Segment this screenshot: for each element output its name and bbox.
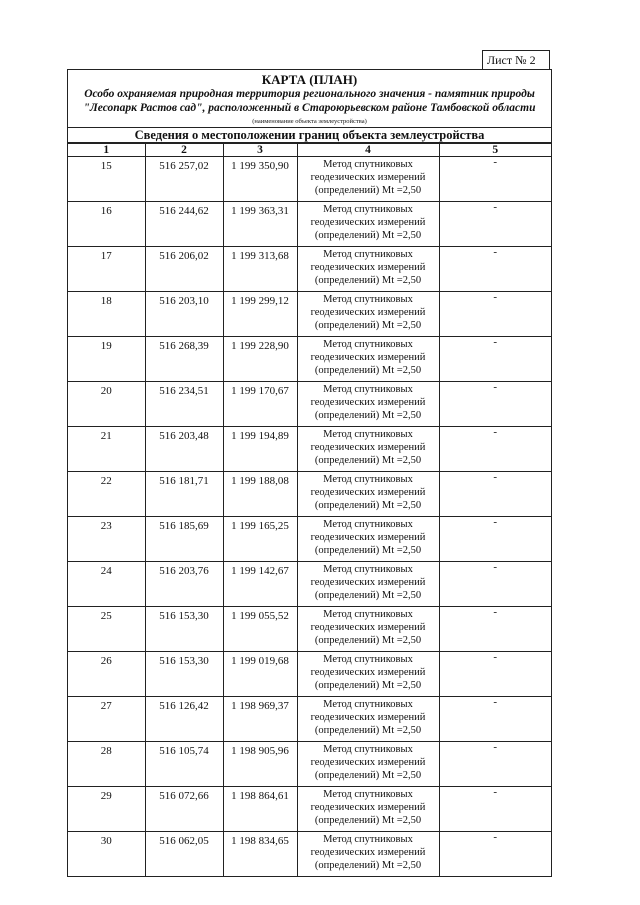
method-line: Метод спутниковых bbox=[323, 564, 413, 575]
method-line: Метод спутниковых bbox=[323, 204, 413, 215]
coordinate-x: 516 244,62 bbox=[145, 202, 223, 247]
note-cell: - bbox=[439, 697, 551, 742]
point-number: 16 bbox=[68, 202, 145, 247]
coordinate-x: 516 062,05 bbox=[145, 832, 223, 877]
method-line: Метод спутниковых bbox=[323, 339, 413, 350]
point-number: 21 bbox=[68, 427, 145, 472]
method-description bbox=[297, 157, 439, 202]
method-line: геодезических измерений bbox=[310, 712, 426, 723]
note-cell: - bbox=[439, 292, 551, 337]
note-cell: - bbox=[439, 157, 551, 202]
method-line: Метод спутниковых bbox=[323, 834, 413, 845]
point-number: 24 bbox=[68, 562, 145, 607]
method-line: геодезических измерений bbox=[310, 217, 426, 228]
point-number: 28 bbox=[68, 742, 145, 787]
table-row bbox=[68, 832, 551, 877]
note-cell: - bbox=[439, 337, 551, 382]
method-line: Метод спутниковых bbox=[323, 789, 413, 800]
coordinate-y: 1 198 905,96 bbox=[223, 742, 297, 787]
method-line: геодезических измерений bbox=[310, 352, 426, 363]
table-row bbox=[68, 652, 551, 697]
note-cell: - bbox=[439, 607, 551, 652]
method-line: Метод спутниковых bbox=[323, 609, 413, 620]
table-row bbox=[68, 247, 551, 292]
table-row bbox=[68, 562, 551, 607]
point-number: 27 bbox=[68, 697, 145, 742]
point-number: 15 bbox=[68, 157, 145, 202]
method-line: (определений) Mt =2,50 bbox=[314, 185, 422, 196]
column-header: 2 bbox=[145, 144, 223, 157]
note-cell: - bbox=[439, 427, 551, 472]
column-header: 1 bbox=[68, 144, 145, 157]
method-line: (определений) Mt =2,50 bbox=[314, 590, 422, 601]
note-cell: - bbox=[439, 787, 551, 832]
column-header: 5 bbox=[439, 144, 551, 157]
document-frame bbox=[67, 69, 552, 877]
note-cell: - bbox=[439, 247, 551, 292]
table-row bbox=[68, 472, 551, 517]
coordinate-x: 516 181,71 bbox=[145, 472, 223, 517]
coordinate-y: 1 199 313,68 bbox=[223, 247, 297, 292]
note-cell: - bbox=[439, 832, 551, 877]
document-header bbox=[68, 70, 551, 128]
table-row bbox=[68, 742, 551, 787]
method-line: (определений) Mt =2,50 bbox=[314, 455, 422, 466]
table-row bbox=[68, 292, 551, 337]
note-cell: - bbox=[439, 742, 551, 787]
method-description bbox=[297, 202, 439, 247]
method-line: (определений) Mt =2,50 bbox=[314, 230, 422, 241]
coordinate-y: 1 199 194,89 bbox=[223, 427, 297, 472]
method-line: Метод спутниковых bbox=[323, 249, 413, 260]
section-title: Сведения о местоположении границ объекта землеустройства bbox=[68, 128, 551, 143]
table-row bbox=[68, 517, 551, 562]
method-line: геодезических измерений bbox=[310, 487, 426, 498]
method-line: геодезических измерений bbox=[310, 847, 426, 858]
coordinate-y: 1 199 350,90 bbox=[223, 157, 297, 202]
point-number: 22 bbox=[68, 472, 145, 517]
method-description bbox=[297, 697, 439, 742]
note-cell: - bbox=[439, 562, 551, 607]
table-row bbox=[68, 427, 551, 472]
method-line: Метод спутниковых bbox=[323, 474, 413, 485]
coordinate-y: 1 199 188,08 bbox=[223, 472, 297, 517]
method-description bbox=[297, 787, 439, 832]
method-line: (определений) Mt =2,50 bbox=[314, 365, 422, 376]
method-line: геодезических измерений bbox=[310, 802, 426, 813]
coordinate-y: 1 198 834,65 bbox=[223, 832, 297, 877]
point-number: 20 bbox=[68, 382, 145, 427]
method-line: (определений) Mt =2,50 bbox=[314, 320, 422, 331]
coordinate-y: 1 198 969,37 bbox=[223, 697, 297, 742]
table-row bbox=[68, 202, 551, 247]
method-description bbox=[297, 652, 439, 697]
note-cell: - bbox=[439, 472, 551, 517]
method-line: (определений) Mt =2,50 bbox=[314, 500, 422, 511]
method-description bbox=[297, 337, 439, 382]
method-line: (определений) Mt =2,50 bbox=[314, 410, 422, 421]
point-number: 17 bbox=[68, 247, 145, 292]
note-cell: - bbox=[439, 202, 551, 247]
method-line: Метод спутниковых bbox=[323, 699, 413, 710]
method-description bbox=[297, 832, 439, 877]
coordinate-x: 516 234,51 bbox=[145, 382, 223, 427]
method-line: геодезических измерений bbox=[310, 577, 426, 588]
coordinate-y: 1 199 170,67 bbox=[223, 382, 297, 427]
method-line: (определений) Mt =2,50 bbox=[314, 635, 422, 646]
document-subtitle: Особо охраняемая природная территория регионального значения - памятник природы "Лесопарк Растов сад", расположенный в Староюрьевском районе Тамбовской области bbox=[83, 88, 536, 114]
method-line: геодезических измерений bbox=[310, 307, 426, 318]
point-number: 29 bbox=[68, 787, 145, 832]
method-line: геодезических измерений bbox=[310, 532, 426, 543]
method-line: геодезических измерений bbox=[310, 397, 426, 408]
note-cell: - bbox=[439, 652, 551, 697]
coordinate-y: 1 199 165,25 bbox=[223, 517, 297, 562]
coordinate-y: 1 199 055,52 bbox=[223, 607, 297, 652]
method-line: Метод спутниковых bbox=[323, 384, 413, 395]
point-number: 23 bbox=[68, 517, 145, 562]
method-line: геодезических измерений bbox=[310, 262, 426, 273]
method-line: Метод спутниковых bbox=[323, 519, 413, 530]
coordinate-x: 516 257,02 bbox=[145, 157, 223, 202]
note-cell: - bbox=[439, 382, 551, 427]
coordinate-x: 516 153,30 bbox=[145, 607, 223, 652]
method-description bbox=[297, 292, 439, 337]
object-caption: (наименование объекта землеустройства) bbox=[252, 118, 367, 125]
note-cell: - bbox=[439, 517, 551, 562]
coordinate-y: 1 199 019,68 bbox=[223, 652, 297, 697]
method-line: Метод спутниковых bbox=[323, 294, 413, 305]
method-line: Метод спутниковых bbox=[323, 654, 413, 665]
table-row bbox=[68, 697, 551, 742]
coordinate-x: 516 126,42 bbox=[145, 697, 223, 742]
column-header-row bbox=[68, 144, 551, 157]
column-header: 3 bbox=[223, 144, 297, 157]
method-line: Метод спутниковых bbox=[323, 159, 413, 170]
point-number: 26 bbox=[68, 652, 145, 697]
method-description bbox=[297, 562, 439, 607]
method-line: (определений) Mt =2,50 bbox=[314, 815, 422, 826]
coordinate-y: 1 199 363,31 bbox=[223, 202, 297, 247]
point-number: 18 bbox=[68, 292, 145, 337]
method-line: геодезических измерений bbox=[310, 667, 426, 678]
method-description bbox=[297, 427, 439, 472]
column-header: 4 bbox=[297, 144, 439, 157]
coordinate-x: 516 203,76 bbox=[145, 562, 223, 607]
table-row bbox=[68, 157, 551, 202]
coordinate-x: 516 203,10 bbox=[145, 292, 223, 337]
method-line: (определений) Mt =2,50 bbox=[314, 545, 422, 556]
method-description bbox=[297, 247, 439, 292]
point-number: 30 bbox=[68, 832, 145, 877]
method-line: геодезических измерений bbox=[310, 757, 426, 768]
method-line: геодезических измерений bbox=[310, 622, 426, 633]
coordinate-y: 1 198 864,61 bbox=[223, 787, 297, 832]
method-line: (определений) Mt =2,50 bbox=[314, 275, 422, 286]
coordinate-x: 516 203,48 bbox=[145, 427, 223, 472]
method-description bbox=[297, 742, 439, 787]
coordinate-x: 516 268,39 bbox=[145, 337, 223, 382]
table-row bbox=[68, 337, 551, 382]
method-line: (определений) Mt =2,50 bbox=[314, 770, 422, 781]
sheet-number: Лист № 2 bbox=[482, 50, 550, 70]
method-line: геодезических измерений bbox=[310, 442, 426, 453]
coordinates-table bbox=[68, 143, 551, 876]
method-description bbox=[297, 472, 439, 517]
method-description bbox=[297, 607, 439, 652]
coordinate-x: 516 153,30 bbox=[145, 652, 223, 697]
table-row bbox=[68, 607, 551, 652]
document-title: КАРТА (ПЛАН) bbox=[261, 72, 358, 87]
table-row bbox=[68, 382, 551, 427]
method-line: Метод спутниковых bbox=[323, 744, 413, 755]
coordinate-y: 1 199 228,90 bbox=[223, 337, 297, 382]
method-line: (определений) Mt =2,50 bbox=[314, 680, 422, 691]
coordinate-x: 516 206,02 bbox=[145, 247, 223, 292]
point-number: 19 bbox=[68, 337, 145, 382]
method-description bbox=[297, 382, 439, 427]
coordinate-x: 516 185,69 bbox=[145, 517, 223, 562]
point-number: 25 bbox=[68, 607, 145, 652]
method-line: (определений) Mt =2,50 bbox=[314, 860, 422, 871]
coordinate-x: 516 105,74 bbox=[145, 742, 223, 787]
method-line: (определений) Mt =2,50 bbox=[314, 725, 422, 736]
method-description bbox=[297, 517, 439, 562]
coordinate-y: 1 199 299,12 bbox=[223, 292, 297, 337]
coordinate-y: 1 199 142,67 bbox=[223, 562, 297, 607]
table-row bbox=[68, 787, 551, 832]
coordinate-x: 516 072,66 bbox=[145, 787, 223, 832]
method-line: геодезических измерений bbox=[310, 172, 426, 183]
method-line: Метод спутниковых bbox=[323, 429, 413, 440]
